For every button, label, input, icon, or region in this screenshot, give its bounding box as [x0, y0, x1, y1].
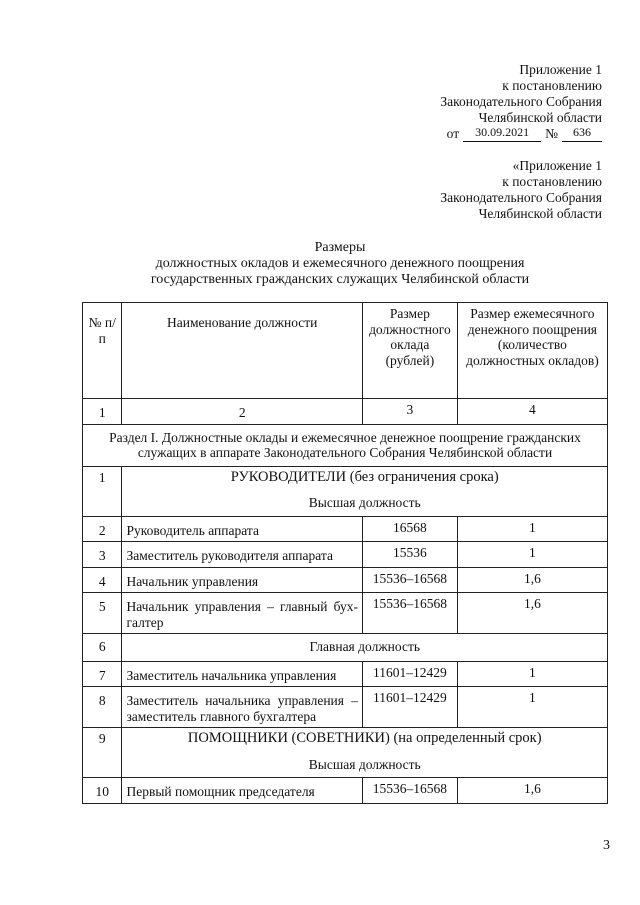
decree-date-value: 30.09.2021: [475, 125, 530, 139]
row-salary: 15536–16568: [362, 567, 457, 593]
row-salary: 16568: [362, 516, 457, 542]
row-bonus: 1,6: [457, 593, 607, 634]
page-number: 3: [603, 838, 610, 853]
title-line: Размеры: [314, 240, 366, 255]
row-num: 1: [83, 466, 122, 516]
row-salary: 11601–12429: [362, 661, 457, 687]
table-row: [83, 593, 608, 634]
row-bonus: 1: [457, 661, 607, 687]
row-bonus: 1,6: [457, 778, 607, 804]
header-salary: Размер должностного оклада (рублей): [362, 303, 457, 399]
row-num: 8: [83, 687, 122, 728]
section-row: [83, 424, 608, 466]
table-row: [83, 778, 608, 804]
group-title: ПОМОЩНИКИ (СОВЕТНИКИ) (на определенный срок): [187, 730, 542, 746]
row-num: 2: [83, 516, 122, 542]
appendix-line: к постановлению: [502, 174, 602, 189]
row-num: 9: [83, 728, 122, 778]
group-row: [83, 728, 608, 778]
appendix-line: «Приложение 1: [512, 158, 602, 173]
decree-date-number: [447, 126, 602, 142]
table-row: [83, 567, 608, 593]
row-num: 10: [83, 778, 122, 804]
row-name: Начальник управления – главный бух-галтер: [122, 593, 362, 634]
header-name: Наименование должности: [122, 303, 362, 399]
row-bonus: 1: [457, 687, 607, 728]
appendix-line: Приложение 1: [519, 62, 602, 77]
title-line: должностных окладов и ежемесячного денежного поощрения: [155, 256, 525, 271]
table-header-row: [83, 303, 608, 399]
column-number: 1: [83, 399, 122, 425]
table-row: [83, 661, 608, 687]
row-name: Заместитель руководителя аппарата: [122, 542, 362, 568]
column-number: 3: [362, 399, 457, 425]
table-row: [83, 542, 608, 568]
column-number: 2: [122, 399, 362, 425]
table-row: [83, 516, 608, 542]
appendix-line: Законодательного Собрания: [440, 94, 602, 109]
appendix-header-top: [440, 62, 602, 142]
row-name: Заместитель начальника управления: [122, 661, 362, 687]
row-num: 7: [83, 661, 122, 687]
group-row: [83, 466, 608, 516]
appendix-line: Челябинской области: [478, 206, 602, 221]
decree-date: [463, 125, 541, 142]
decree-number-value: 636: [573, 125, 591, 139]
table-row: [83, 687, 608, 728]
subgroup-row: [83, 634, 608, 662]
from-label: от: [446, 126, 460, 141]
row-salary: 15536–16568: [362, 593, 457, 634]
row-bonus: 1: [457, 542, 607, 568]
decree-number: [562, 125, 602, 142]
group-subtitle: Высшая должность: [308, 756, 421, 772]
row-num: 6: [83, 634, 122, 662]
document-title: [70, 240, 610, 288]
group-subtitle: Высшая должность: [308, 495, 421, 510]
row-num: 3: [83, 542, 122, 568]
section-title: Раздел I. Должностные оклады и ежемесячное денежное поощрение гражданских служащих в аппарате Законодательного Собрания Челябинской области: [83, 424, 608, 466]
row-num: 5: [83, 593, 122, 634]
title-line: государственных гражданских служащих Челябинской области: [150, 272, 530, 287]
appendix-line: Законодательного Собрания: [440, 190, 602, 205]
group-title: РУКОВОДИТЕЛИ (без ограничения срока): [230, 468, 499, 485]
group-cell: [122, 466, 608, 516]
row-bonus: 1: [457, 516, 607, 542]
appendix-line: Челябинской области: [478, 110, 602, 125]
header-bonus: Размер ежемесячного денежного поощрения (количество должностных окладов): [457, 303, 607, 399]
header-num: № п/п: [83, 303, 122, 399]
appendix-header-original: [440, 158, 602, 222]
row-salary: 15536: [362, 542, 457, 568]
column-number-row: [83, 399, 608, 425]
row-bonus: 1,6: [457, 567, 607, 593]
row-name: Начальник управления: [122, 567, 362, 593]
group-cell: [122, 728, 608, 778]
row-name: Руководитель аппарата: [122, 516, 362, 542]
subgroup-title: Главная должность: [122, 634, 608, 662]
appendix-line: к постановлению: [502, 78, 602, 93]
salary-table: [82, 302, 608, 804]
row-name: Первый помощник председателя: [122, 778, 362, 804]
number-label: №: [545, 126, 558, 141]
row-name: Заместитель начальника управления – заместитель главного бухгалтера: [122, 687, 362, 728]
row-salary: 15536–16568: [362, 778, 457, 804]
row-salary: 11601–12429: [362, 687, 457, 728]
column-number: 4: [457, 399, 607, 425]
row-num: 4: [83, 567, 122, 593]
